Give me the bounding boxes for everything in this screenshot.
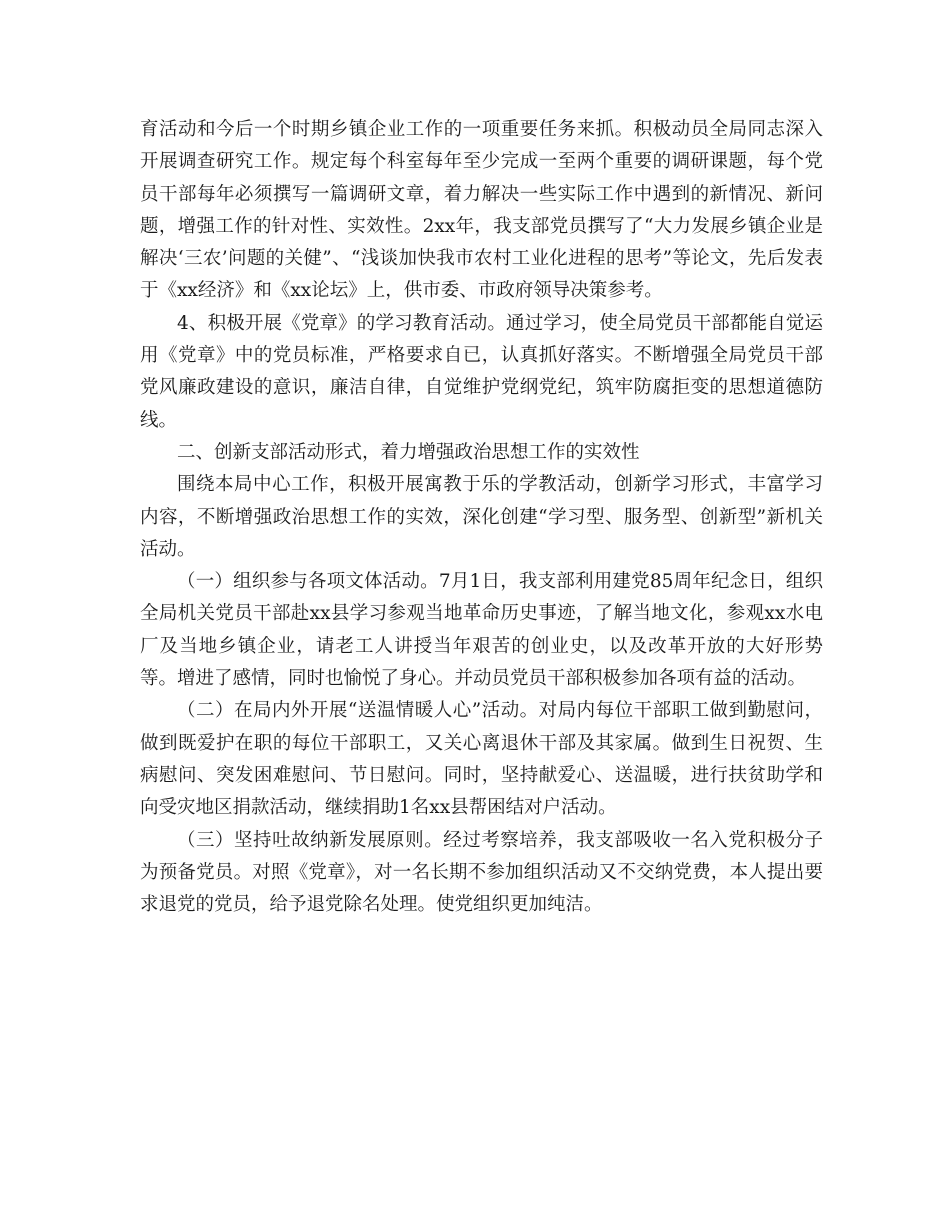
document-body [140, 114, 823, 921]
paragraph-6: （三）坚持吐故纳新发展原则。经过考察培养，我支部吸收一名入党积极分子为预备党员。对照《党章》，对一名长期不参加组织活动又不交纳党费，本人提出要求退党的党员，给予退党除名处理。使党组织更加纯洁。 [140, 829, 823, 916]
paragraph-4: （一）组织参与各项文体活动。7月1日，我支部利用建党85周年纪念日，组织全局机关党员干部赴xx县学习参观当地革命历史事迹，了解当地文化，参观xx水电厂及当地乡镇企业，请老工人讲授当年艰苦的创业史，以及改革开放的大好形势等。增进了感情，同时也愉悦了身心。并动员党员干部积极参加各项有益的活动。 [140, 571, 823, 690]
paragraph-1: 育活动和今后一个时期乡镇企业工作的一项重要任务来抓。积极动员全局同志深入开展调查研究工作。规定每个科室每年至少完成一至两个重要的调研课题，每个党员干部每年必须撰写一篇调研文章，着力解决一些实际工作中遇到的新情况、新问题，增强工作的针对性、实效性。2xx年，我支部党员撰写了“大力发展乡镇企业是解决‘三农’问题的关健”、“浅谈加快我市农村工业化进程的思考”等论文，先后发表于《xx经济》和《xx论坛》上，供市委、市政府领导决策参考。 [140, 119, 823, 302]
paragraph-5: （二）在局内外开展“送温情暖人心”活动。对局内每位干部职工做到勤慰问，做到既爱护在职的每位干部职工，又关心离退休干部及其家属。做到生日祝贺、生病慰问、突发困难慰问、节日慰问。同时，坚持献爱心、送温暖，进行扶贫助学和向受灾地区捐款活动，继续捐助1名xx县帮困结对户活动。 [140, 700, 823, 819]
paragraph-3: 围绕本局中心工作，积极开展寓教于乐的学教活动，创新学习形式，丰富学习内容，不断增强政治思想工作的实效，深化创建“学习型、服务型、创新型”新机关活动。 [140, 474, 823, 560]
paragraph-2: 4、积极开展《党章》的学习教育活动。通过学习，使全局党员干部都能自觉运用《党章》中的党员标准，严格要求自已，认真抓好落实。不断增强全局党员干部党风廉政建设的意识，廉洁自律，自觉维护党纲党纪，筑牢防腐拒变的思想道德防线。 [140, 312, 823, 431]
section-heading: 二、创新支部活动形式，着力增强政治思想工作的实效性 [177, 441, 640, 463]
